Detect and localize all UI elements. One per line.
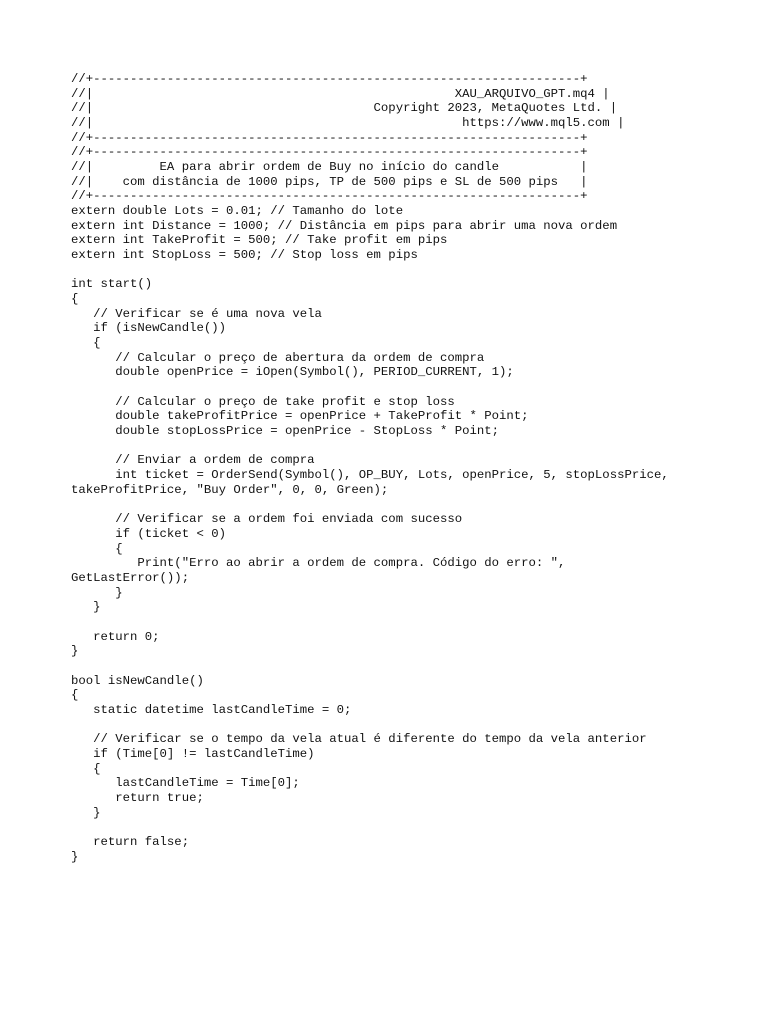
code-line: GetLastError());	[71, 570, 190, 585]
code-line: //| EA para abrir ordem de Buy no início do candle |	[71, 160, 588, 175]
code-line	[71, 659, 669, 674]
code-line	[71, 263, 669, 278]
code-line: if (Time[0] != lastCandleTime)	[71, 746, 315, 761]
code-line: extern int StopLoss = 500; // Stop loss em pips	[71, 248, 418, 263]
code-line: return false;	[71, 834, 190, 849]
code-line: extern int Distance = 1000; // Distância em pips para abrir uma nova ordem	[71, 218, 618, 233]
code-line: // Verificar se é uma nova vela	[71, 306, 322, 321]
code-line	[71, 718, 669, 733]
code-line: int ticket = OrderSend(Symbol(), OP_BUY, Lots, openPrice, 5, stopLossPrice,	[71, 468, 669, 483]
code-line: static datetime lastCandleTime = 0;	[71, 702, 352, 717]
code-line	[71, 380, 669, 395]
code-line: //+------------------------------------------------------------------+	[71, 145, 588, 160]
code-line: //| XAU_ARQUIVO_GPT.mq4 |	[71, 86, 610, 101]
code-line: extern int TakeProfit = 500; // Take profit em pips	[71, 233, 448, 248]
code-line: {	[71, 688, 79, 703]
code-line: }	[71, 644, 79, 659]
code-line	[71, 615, 669, 630]
code-line: //+------------------------------------------------------------------+	[71, 130, 588, 145]
code-line: if (ticket < 0)	[71, 526, 226, 541]
code-line: //+------------------------------------------------------------------+	[71, 189, 588, 204]
code-line: {	[71, 336, 101, 351]
code-line: // Calcular o preço de abertura da ordem de compra	[71, 350, 485, 365]
code-line: // Verificar se a ordem foi enviada com sucesso	[71, 512, 463, 527]
code-line: Print("Erro ao abrir a ordem de compra. Código do erro: ",	[71, 556, 566, 571]
code-line: }	[71, 805, 101, 820]
code-line: bool isNewCandle()	[71, 673, 204, 688]
code-line: extern double Lots = 0.01; // Tamanho do lote	[71, 204, 404, 219]
code-line	[71, 820, 669, 835]
code-line	[71, 439, 669, 454]
code-line: //| com distância de 1000 pips, TP de 500 pips e SL de 500 pips |	[71, 174, 588, 189]
code-line: int start()	[71, 277, 153, 292]
code-line: // Calcular o preço de take profit e stop loss	[71, 394, 455, 409]
code-line: //| Copyright 2023, MetaQuotes Ltd. |	[71, 101, 618, 116]
code-block	[71, 72, 669, 864]
code-line: // Verificar se o tempo da vela atual é diferente do tempo da vela anterior	[71, 732, 647, 747]
code-line: if (isNewCandle())	[71, 321, 226, 336]
code-line: }	[71, 849, 79, 864]
code-line: }	[71, 585, 123, 600]
code-line: {	[71, 761, 101, 776]
code-line: double takeProfitPrice = openPrice + TakeProfit * Point;	[71, 409, 529, 424]
code-line: double stopLossPrice = openPrice - StopLoss * Point;	[71, 424, 500, 439]
code-line: {	[71, 292, 79, 307]
code-line: return true;	[71, 790, 204, 805]
code-line: return 0;	[71, 629, 160, 644]
code-line: // Enviar a ordem de compra	[71, 453, 315, 468]
code-line: lastCandleTime = Time[0];	[71, 776, 300, 791]
code-line: double openPrice = iOpen(Symbol(), PERIOD_CURRENT, 1);	[71, 365, 514, 380]
code-line: {	[71, 541, 123, 556]
code-line: takeProfitPrice, "Buy Order", 0, 0, Green);	[71, 482, 389, 497]
code-line: //| https://www.mql5.com |	[71, 116, 625, 131]
code-line: }	[71, 600, 101, 615]
code-line: //+------------------------------------------------------------------+	[71, 72, 588, 86]
code-line	[71, 497, 669, 512]
